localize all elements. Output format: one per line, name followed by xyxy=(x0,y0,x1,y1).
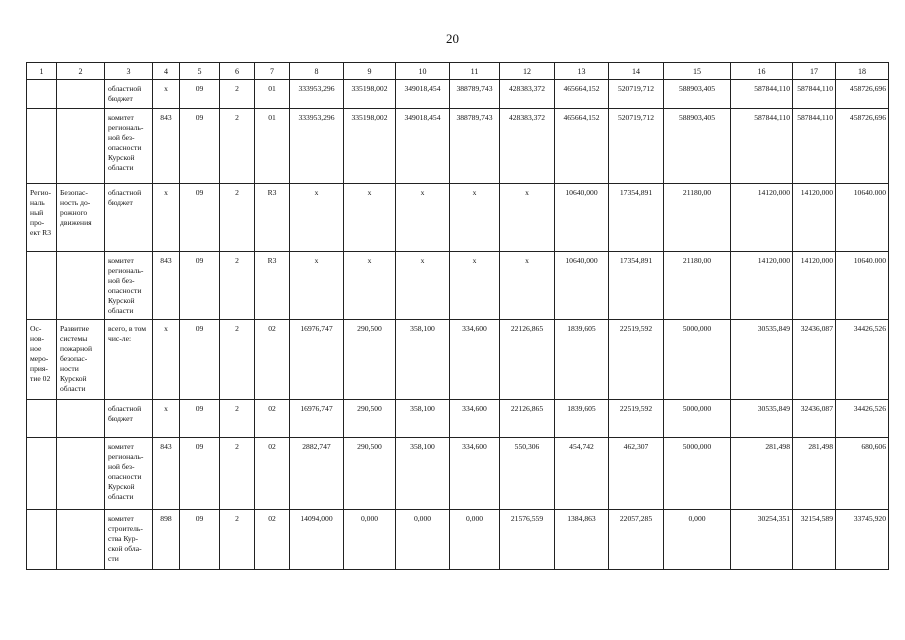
code-cell: 2 xyxy=(220,400,255,438)
table-row xyxy=(27,320,889,400)
code-cell: 01 xyxy=(255,80,290,109)
value-cell: 587844,110 xyxy=(731,109,793,184)
header-cell: 3 xyxy=(105,63,153,80)
value-cell: 5000,000 xyxy=(664,400,731,438)
value-cell: 16976,747 xyxy=(290,320,344,400)
value-cell: 588903,405 xyxy=(664,109,731,184)
value-cell: 32154,589 xyxy=(793,510,836,570)
code-cell: 2 xyxy=(220,184,255,252)
value-cell: 22057,285 xyxy=(609,510,664,570)
header-cell: 10 xyxy=(396,63,450,80)
header-cell: 18 xyxy=(836,63,889,80)
grbs-cell: х xyxy=(153,400,180,438)
source-cell: комитет строитель-ства Кур-ской обла-сти xyxy=(105,510,153,570)
code-cell: 2 xyxy=(220,109,255,184)
value-cell: х xyxy=(396,252,450,320)
table-row xyxy=(27,80,889,109)
code-cell: 09 xyxy=(180,400,220,438)
header-cell: 17 xyxy=(793,63,836,80)
value-cell: 22126,865 xyxy=(500,400,555,438)
source-cell: комитет региональ-ной без-опасности Курской области xyxy=(105,252,153,320)
code-cell: R3 xyxy=(255,184,290,252)
grbs-cell: 898 xyxy=(153,510,180,570)
value-cell: 16976,747 xyxy=(290,400,344,438)
value-cell: 32436,087 xyxy=(793,320,836,400)
value-cell: 587844,110 xyxy=(793,109,836,184)
value-cell: 0,000 xyxy=(344,510,396,570)
grbs-cell: х xyxy=(153,184,180,252)
grbs-cell: 843 xyxy=(153,438,180,510)
value-cell: 520719,712 xyxy=(609,80,664,109)
value-cell: 1839,605 xyxy=(555,320,609,400)
name-cell xyxy=(57,252,105,320)
header-cell: 16 xyxy=(731,63,793,80)
value-cell: 520719,712 xyxy=(609,109,664,184)
value-cell: 587844,110 xyxy=(731,80,793,109)
value-cell: 5000,000 xyxy=(664,438,731,510)
code-cell: 09 xyxy=(180,184,220,252)
source-cell: областной бюджет xyxy=(105,80,153,109)
code-cell: 2 xyxy=(220,438,255,510)
value-cell: х xyxy=(344,184,396,252)
value-cell: 333953,296 xyxy=(290,109,344,184)
code-cell: 09 xyxy=(180,109,220,184)
header-cell: 11 xyxy=(450,63,500,80)
header-cell: 13 xyxy=(555,63,609,80)
header-cell: 1 xyxy=(27,63,57,80)
code-cell: 09 xyxy=(180,510,220,570)
header-cell: 15 xyxy=(664,63,731,80)
name-cell xyxy=(57,80,105,109)
source-cell: областной бюджет xyxy=(105,400,153,438)
value-cell: 281,498 xyxy=(731,438,793,510)
value-cell: 10640,000 xyxy=(555,252,609,320)
header-cell: 8 xyxy=(290,63,344,80)
value-cell: х xyxy=(344,252,396,320)
value-cell: х xyxy=(290,252,344,320)
value-cell: 14120,000 xyxy=(731,184,793,252)
value-cell: 454,742 xyxy=(555,438,609,510)
value-cell: 281,498 xyxy=(793,438,836,510)
value-cell: 5000,000 xyxy=(664,320,731,400)
value-cell: 333953,296 xyxy=(290,80,344,109)
event-cell xyxy=(27,109,57,184)
value-cell: 465664,152 xyxy=(555,80,609,109)
event-cell: Ос-нов-ное меро-прия-тие 02 xyxy=(27,320,57,400)
value-cell: 358,100 xyxy=(396,438,450,510)
event-cell xyxy=(27,252,57,320)
event-cell xyxy=(27,510,57,570)
value-cell: 30254,351 xyxy=(731,510,793,570)
value-cell: 458726,696 xyxy=(836,80,889,109)
value-cell: 0,000 xyxy=(664,510,731,570)
code-cell: 09 xyxy=(180,320,220,400)
value-cell: х xyxy=(396,184,450,252)
event-cell: Регио-наль ный про-ект R3 xyxy=(27,184,57,252)
table-row xyxy=(27,252,889,320)
table-row xyxy=(27,184,889,252)
value-cell: 550,306 xyxy=(500,438,555,510)
value-cell: 428383,372 xyxy=(500,80,555,109)
value-cell: 458726,696 xyxy=(836,109,889,184)
value-cell: 22126,865 xyxy=(500,320,555,400)
header-cell: 14 xyxy=(609,63,664,80)
table-row xyxy=(27,438,889,510)
value-cell: 290,500 xyxy=(344,400,396,438)
source-cell: комитет региональ-ной без-опасности Курской области xyxy=(105,109,153,184)
grbs-cell: 843 xyxy=(153,252,180,320)
header-cell: 7 xyxy=(255,63,290,80)
code-cell: 02 xyxy=(255,438,290,510)
value-cell: 21180,00 xyxy=(664,184,731,252)
value-cell: 10640.000 xyxy=(836,184,889,252)
event-cell xyxy=(27,80,57,109)
value-cell: 334,600 xyxy=(450,438,500,510)
table-row xyxy=(27,109,889,184)
header-cell: 5 xyxy=(180,63,220,80)
header-cell: 9 xyxy=(344,63,396,80)
value-cell: 349018,454 xyxy=(396,109,450,184)
value-cell: 335198,002 xyxy=(344,80,396,109)
source-cell: областной бюджет xyxy=(105,184,153,252)
header-cell: 12 xyxy=(500,63,555,80)
value-cell: 30535,849 xyxy=(731,400,793,438)
value-cell: 17354,891 xyxy=(609,184,664,252)
value-cell: 587844,110 xyxy=(793,80,836,109)
event-cell xyxy=(27,400,57,438)
value-cell: 14120,000 xyxy=(793,252,836,320)
code-cell: 02 xyxy=(255,510,290,570)
code-cell: 02 xyxy=(255,400,290,438)
page-number: 20 xyxy=(446,31,459,46)
value-cell: 680,606 xyxy=(836,438,889,510)
value-cell: 0,000 xyxy=(396,510,450,570)
code-cell: 02 xyxy=(255,320,290,400)
value-cell: 17354,891 xyxy=(609,252,664,320)
value-cell: 21576,559 xyxy=(500,510,555,570)
value-cell: х xyxy=(500,184,555,252)
value-cell: 0,000 xyxy=(450,510,500,570)
grbs-cell: х xyxy=(153,80,180,109)
header-row xyxy=(27,63,889,80)
event-cell xyxy=(27,438,57,510)
header-cell: 2 xyxy=(57,63,105,80)
value-cell: 1839,605 xyxy=(555,400,609,438)
value-cell: 290,500 xyxy=(344,438,396,510)
value-cell: 334,600 xyxy=(450,320,500,400)
value-cell: 14094,000 xyxy=(290,510,344,570)
value-cell: 21180,00 xyxy=(664,252,731,320)
value-cell: 22519,592 xyxy=(609,320,664,400)
value-cell: 462,307 xyxy=(609,438,664,510)
value-cell: 388789,743 xyxy=(450,80,500,109)
code-cell: 09 xyxy=(180,438,220,510)
value-cell: 388789,743 xyxy=(450,109,500,184)
code-cell: 2 xyxy=(220,252,255,320)
value-cell: х xyxy=(500,252,555,320)
value-cell: 335198,002 xyxy=(344,109,396,184)
value-cell: 1384,863 xyxy=(555,510,609,570)
value-cell: 22519,592 xyxy=(609,400,664,438)
value-cell: х xyxy=(290,184,344,252)
value-cell: 349018,454 xyxy=(396,80,450,109)
value-cell: 2882,747 xyxy=(290,438,344,510)
code-cell: R3 xyxy=(255,252,290,320)
code-cell: 2 xyxy=(220,510,255,570)
value-cell: 14120,000 xyxy=(731,252,793,320)
value-cell: 34426,526 xyxy=(836,320,889,400)
table-row xyxy=(27,400,889,438)
code-cell: 01 xyxy=(255,109,290,184)
header-cell: 4 xyxy=(153,63,180,80)
value-cell: 32436,087 xyxy=(793,400,836,438)
grbs-cell: 843 xyxy=(153,109,180,184)
value-cell: 30535,849 xyxy=(731,320,793,400)
budget-table xyxy=(26,62,889,570)
code-cell: 09 xyxy=(180,80,220,109)
value-cell: х xyxy=(450,184,500,252)
name-cell: Безопас-ность до-рожного движения xyxy=(57,184,105,252)
name-cell xyxy=(57,438,105,510)
table-row xyxy=(27,510,889,570)
value-cell: 10640.000 xyxy=(836,252,889,320)
value-cell: 14120,000 xyxy=(793,184,836,252)
name-cell xyxy=(57,400,105,438)
source-cell: комитет региональ-ной без-опасности Курской области xyxy=(105,438,153,510)
name-cell xyxy=(57,510,105,570)
value-cell: 428383,372 xyxy=(500,109,555,184)
name-cell xyxy=(57,109,105,184)
value-cell: 588903,405 xyxy=(664,80,731,109)
value-cell: 358,100 xyxy=(396,320,450,400)
code-cell: 2 xyxy=(220,320,255,400)
value-cell: х xyxy=(450,252,500,320)
value-cell: 33745,920 xyxy=(836,510,889,570)
value-cell: 465664,152 xyxy=(555,109,609,184)
value-cell: 334,600 xyxy=(450,400,500,438)
code-cell: 2 xyxy=(220,80,255,109)
value-cell: 34426,526 xyxy=(836,400,889,438)
name-cell: Развитие системы пожарной безопас-ности Курской области xyxy=(57,320,105,400)
grbs-cell: х xyxy=(153,320,180,400)
value-cell: 358,100 xyxy=(396,400,450,438)
code-cell: 09 xyxy=(180,252,220,320)
header-cell: 6 xyxy=(220,63,255,80)
source-cell: всего, в том чис-ле: xyxy=(105,320,153,400)
value-cell: 290,500 xyxy=(344,320,396,400)
value-cell: 10640,000 xyxy=(555,184,609,252)
